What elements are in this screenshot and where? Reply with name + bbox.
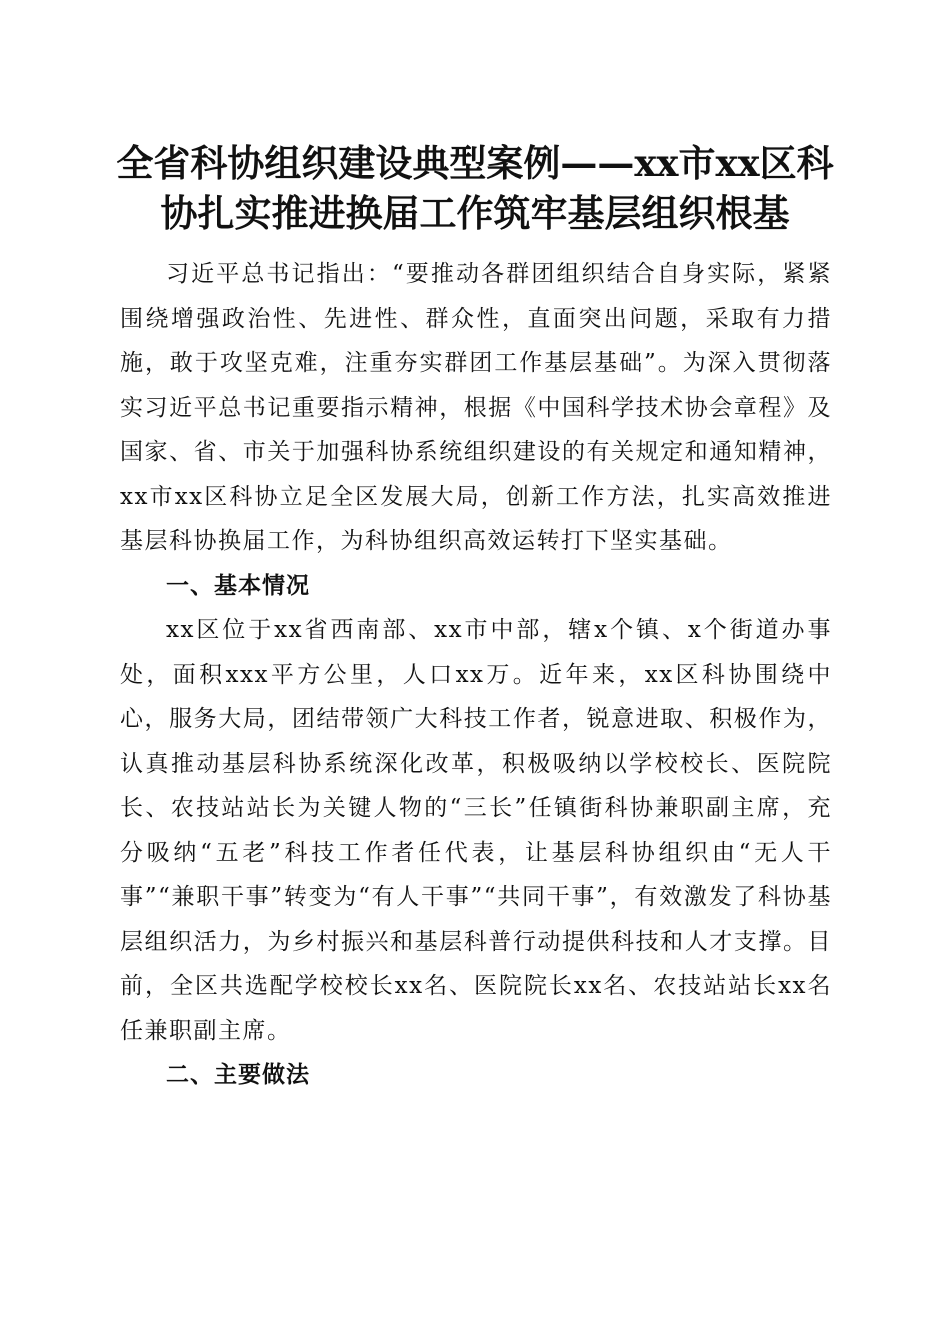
section-heading-main-practices: 二、主要做法 (166, 1062, 310, 1088)
intro-paragraph: 习近平总书记指出：“要推动各群团组织结合自身实际，紧紧围绕增强政治性、先进性、群众性，直面突出问题，采取有力措施，敢于攻坚克难，注重夯实群团工作基层基础”。为深入贯彻落实习近平总书记重要指示精神，根据《中国科学技术协会章程》及国家、省、市关于加强科协系统组织建设的有关规定和通知精神，xx市xx区科协立足全区发展大局，创新工作方法，扎实高效推进基层科协换届工作，为科协组织高效运转打下坚实基础。 (120, 261, 832, 554)
title-line-1: 全省科协组织建设典型案例——xx市xx区科 (116, 141, 834, 185)
title-line-2: 协扎实推进换届工作筑牢基层组织根基 (160, 191, 790, 235)
document-title (100, 138, 850, 238)
basic-situation-paragraph: xx区位于xx省西南部、xx市中部，辖x个镇、x个街道办事处，面积xxx平方公里，人口xx万。近年来，xx区科协围绕中心，服务大局，团结带领广大科技工作者，锐意进取、积极作为，认真推动基层科协系统深化改革，积极吸纳以学校校长、医院院长、农技站站长为关键人物的“三长”任镇街科协兼职副主席，充分吸纳“五老”科技工作者任代表，让基层科协组织由“无人干事”“兼职干事”转变为“有人干事”“共同干事”，有效激发了科协基层组织活力，为乡村振兴和基层科普行动提供科技和人才支撑。目前，全区共选配学校校长xx名、医院院长xx名、农技站站长xx名任兼职副主席。 (120, 617, 832, 1044)
section-heading-basic-situation: 一、基本情况 (166, 572, 310, 599)
document-body (120, 252, 832, 1098)
